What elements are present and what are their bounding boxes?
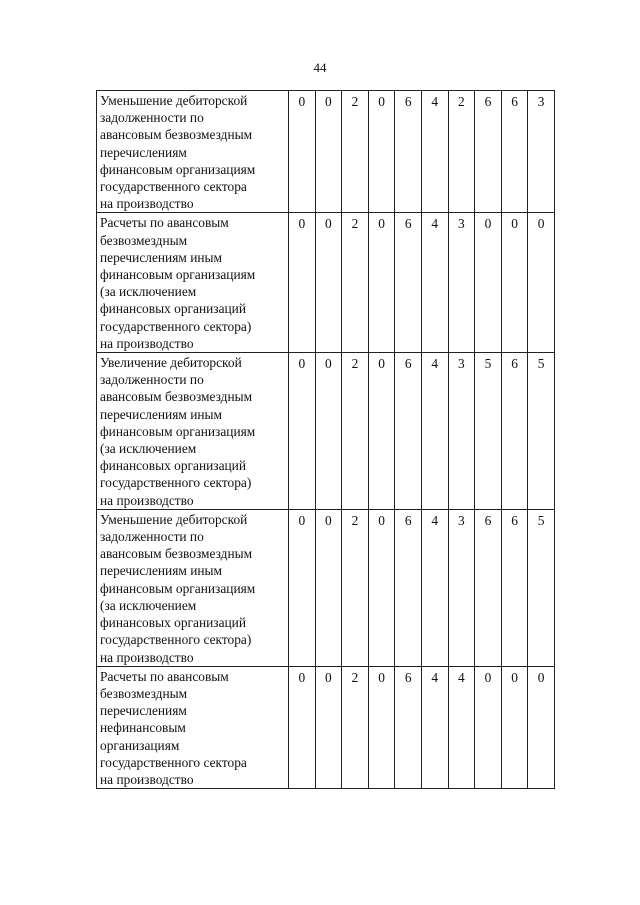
table-row	[97, 509, 555, 666]
code-digit-cell: 3	[448, 213, 475, 353]
description-line: Увеличение дебиторской	[100, 355, 242, 371]
description-line: финансовых организаций	[100, 615, 247, 631]
description-line: перечислениям	[100, 144, 187, 160]
code-digit-cell: 6	[501, 509, 528, 666]
code-digit-cell: 6	[395, 509, 422, 666]
code-digit-cell: 0	[289, 509, 316, 666]
code-digit-cell: 5	[528, 509, 555, 666]
description-line: финансовых организаций	[100, 458, 247, 474]
description-line: на производство	[100, 771, 194, 787]
code-digit-cell: 2	[448, 91, 475, 213]
code-digit-cell: 0	[475, 666, 502, 788]
table-body	[97, 91, 555, 789]
description-line: финансовым организациям	[100, 580, 256, 596]
description-line: государственного сектора	[100, 754, 247, 770]
code-digit-cell: 0	[368, 353, 395, 510]
code-digit-cell: 6	[395, 213, 422, 353]
description-line: на производство	[100, 196, 194, 212]
description-line: перечислениям иным	[100, 563, 222, 579]
code-digit-cell: 2	[342, 91, 369, 213]
description-line: государственного сектора)	[100, 632, 252, 648]
code-digit-cell: 0	[315, 509, 342, 666]
description-line: авансовым безвозмездным	[100, 389, 253, 405]
code-digit-cell: 2	[342, 666, 369, 788]
budget-code-table	[96, 90, 555, 789]
page-number: 44	[313, 60, 327, 75]
code-digit-cell: 6	[475, 91, 502, 213]
description-line: Расчеты по авансовым	[100, 668, 229, 684]
description-line: на производство	[100, 335, 194, 351]
code-digit-cell: 6	[475, 509, 502, 666]
description-line: (за исключением	[100, 597, 197, 613]
description-line: финансовым организациям	[100, 161, 256, 177]
code-digit-cell: 6	[395, 91, 422, 213]
code-digit-cell: 0	[368, 666, 395, 788]
code-digit-cell: 2	[342, 353, 369, 510]
description-line: государственного сектора)	[100, 475, 252, 491]
code-digit-cell: 0	[368, 91, 395, 213]
description-line: нефинансовым	[100, 720, 186, 736]
description-line: авансовым безвозмездным	[100, 127, 253, 143]
description-line: Уменьшение дебиторской	[100, 511, 248, 527]
code-digit-cell: 0	[368, 509, 395, 666]
code-digit-cell: 3	[448, 353, 475, 510]
description-line: финансовым организациям	[100, 423, 256, 439]
description-line: перечислениям иным	[100, 406, 222, 422]
code-digit-cell: 0	[315, 666, 342, 788]
code-digit-cell: 0	[289, 213, 316, 353]
code-digit-cell: 6	[395, 666, 422, 788]
description-line: безвозмездным	[100, 685, 188, 701]
description-line: задолженности по	[100, 372, 204, 388]
code-digit-cell: 5	[528, 353, 555, 510]
code-digit-cell: 0	[289, 353, 316, 510]
description-line: задолженности по	[100, 110, 204, 126]
row-description	[97, 666, 289, 788]
table-row	[97, 213, 555, 353]
description-line: организациям	[100, 737, 180, 753]
code-digit-cell: 2	[342, 213, 369, 353]
code-digit-cell: 0	[501, 666, 528, 788]
table-row	[97, 353, 555, 510]
code-digit-cell: 0	[289, 666, 316, 788]
code-digit-cell: 4	[421, 666, 448, 788]
code-digit-cell: 6	[395, 353, 422, 510]
code-digit-cell: 0	[528, 666, 555, 788]
code-digit-cell: 0	[315, 213, 342, 353]
code-digit-cell: 0	[368, 213, 395, 353]
description-line: Уменьшение дебиторской	[100, 93, 248, 108]
description-line: государственного сектора	[100, 179, 247, 195]
code-digit-cell: 4	[421, 91, 448, 213]
code-digit-cell: 4	[448, 666, 475, 788]
code-digit-cell: 0	[475, 213, 502, 353]
code-digit-cell: 0	[501, 213, 528, 353]
description-line: авансовым безвозмездным	[100, 546, 253, 562]
description-line: финансовых организаций	[100, 301, 247, 317]
code-digit-cell: 0	[289, 91, 316, 213]
code-digit-cell: 5	[475, 353, 502, 510]
code-digit-cell: 6	[501, 353, 528, 510]
description-line: задолженности по	[100, 529, 204, 545]
code-digit-cell: 0	[528, 213, 555, 353]
description-line: перечислениям	[100, 703, 187, 719]
code-digit-cell: 6	[501, 91, 528, 213]
row-description	[97, 509, 289, 666]
code-digit-cell: 4	[421, 509, 448, 666]
code-digit-cell: 2	[342, 509, 369, 666]
description-line: безвозмездным	[100, 232, 188, 248]
description-line: финансовым организациям	[100, 267, 256, 283]
description-line: перечислениям иным	[100, 249, 222, 265]
code-digit-cell: 3	[448, 509, 475, 666]
code-digit-cell: 0	[315, 91, 342, 213]
code-digit-cell: 4	[421, 353, 448, 510]
code-digit-cell: 3	[528, 91, 555, 213]
description-line: на производство	[100, 649, 194, 665]
row-description	[97, 353, 289, 510]
table-row	[97, 666, 555, 788]
table-row	[97, 91, 555, 213]
description-line: (за исключением	[100, 284, 197, 300]
description-line: государственного сектора)	[100, 318, 252, 334]
description-line: (за исключением	[100, 441, 197, 457]
row-description	[97, 91, 289, 213]
row-description	[97, 213, 289, 353]
description-line: на производство	[100, 492, 194, 508]
code-digit-cell: 0	[315, 353, 342, 510]
code-digit-cell: 4	[421, 213, 448, 353]
description-line: Расчеты по авансовым	[100, 215, 229, 231]
